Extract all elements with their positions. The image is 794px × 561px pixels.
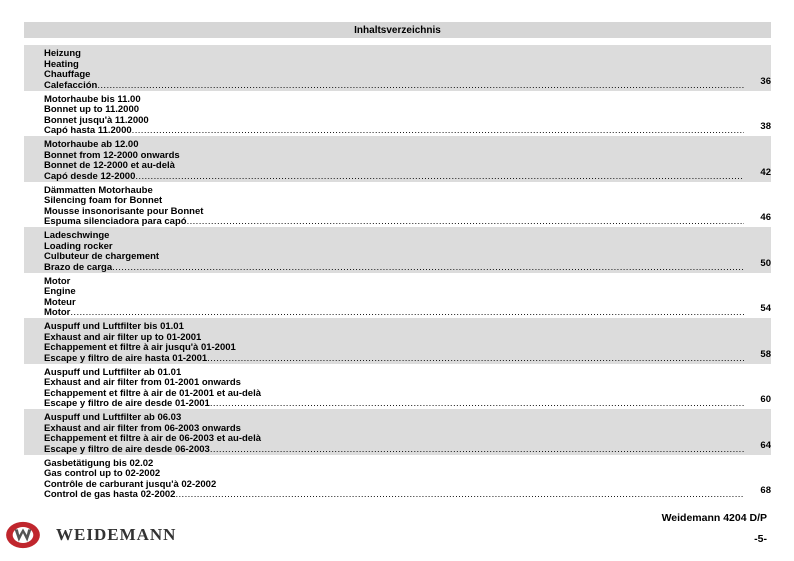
toc-entry-title: Ladeschwinge [44,230,110,241]
toc-entry[interactable] [24,227,771,273]
toc-entry-title: Echappement et filtre à air de 01-2001 et au-delà [44,387,262,399]
toc-list [24,45,771,500]
toc-entry-page: 46 [760,212,771,224]
toc-entry-title: Moteur [44,296,76,308]
toc-entry-page: 42 [760,166,771,178]
toc-entry-title: Gasbetätigung bis 02.02 [44,457,154,469]
toc-entry[interactable] [24,364,771,410]
toc-entry-title-leader: Calefacción ..... [44,81,744,92]
toc-entry-title: Motorhaube ab 12.00 [44,139,139,150]
toc-entry-page: 36 [760,75,771,87]
toc-entry-page: 68 [760,485,771,497]
toc-entry-title: Exhaust and air filter from 06-2003 onwards [44,422,241,434]
toc-entry-title: Mousse insonorisante pour Bonnet [44,205,204,217]
page-title: Inhaltsverzeichnis [354,24,441,36]
toc-entry-title: Chauffage [44,69,91,81]
toc-entry-title: Gas control up to 02-2002 [44,468,161,480]
toc-entry-title-leader: Escape y filtro de aire desde 01-2001 ..... [44,399,744,410]
toc-entry-title: Heizung [44,48,81,59]
toc-entry-page: 58 [760,348,771,360]
toc-entry-title: Bonnet jusqu'à 11.2000 [44,114,149,126]
weidemann-logo-icon [4,520,42,550]
toc-entry-title-leader: Capó desde 12-2000 ..... [44,172,744,183]
toc-entry-title: Dämmatten Motorhaube [44,184,153,196]
toc-entry[interactable] [24,318,771,364]
toc-entry-title: Auspuff und Luftfilter ab 06.03 [44,412,182,423]
toc-entry-title: Heating [44,58,79,70]
toc-entry-page: 38 [760,121,771,133]
toc-entry-title-leader: Control de gas hasta 02-2002 ..... [44,490,744,501]
toc-entry-title: Bonnet de 12-2000 et au-delà [44,160,175,172]
toc-entry-title: Exhaust and air filter up to 01-2001 [44,331,202,343]
toc-entry-title: Loading rocker [44,240,113,252]
toc-entry[interactable] [24,45,771,91]
toc-entry[interactable] [24,136,771,182]
toc-entry-title: Contrôle de carburant jusqu'à 02-2002 [44,478,217,490]
toc-entry-title: Bonnet from 12-2000 onwards [44,149,180,161]
toc-entry-title: Engine [44,286,76,298]
toc-entry[interactable] [24,455,771,501]
model-label: Weidemann 4204 D/P [661,512,767,524]
toc-entry-title-leader: Espuma silenciadora para capó ..... [44,217,744,228]
brand-name: WEIDEMANN [56,525,177,544]
toc-entry-title: Silencing foam for Bonnet [44,195,163,207]
toc-entry-title: Echappement et filtre à air de 06-2003 et au-delà [44,433,262,445]
toc-entry-page: 64 [760,439,771,451]
toc-entry-title-leader: Brazo de carga ..... [44,263,744,274]
weidemann-logo [4,520,176,550]
toc-entry-title-leader: Motor ..... [44,308,744,319]
toc-entry-page: 60 [760,394,771,406]
toc-entry-title: Motorhaube bis 11.00 [44,93,141,105]
toc-entry-title-leader: Escape y filtro de aire hasta 01-2001 ..... [44,354,744,365]
toc-entry-title: Exhaust and air filter from 01-2001 onwards [44,377,241,389]
toc-entry[interactable] [24,91,771,137]
toc-entry-title: Culbuteur de chargement [44,251,160,263]
toc-entry-title: Motor [44,275,71,287]
toc-entry[interactable] [24,182,771,228]
toc-entry-title-leader: Escape y filtro de aire desde 06-2003 ..... [44,445,744,456]
toc-entry-title: Auspuff und Luftfilter ab 01.01 [44,366,182,378]
toc-entry[interactable] [24,273,771,319]
toc-entry-page: 50 [760,257,771,269]
toc-entry-title: Auspuff und Luftfilter bis 01.01 [44,321,184,332]
toc-entry-title: Bonnet up to 11.2000 [44,104,140,116]
toc-entry-page: 54 [760,303,771,315]
page-number: -5- [754,533,767,545]
toc-entry-title-leader: Capó hasta 11.2000 ..... [44,126,744,137]
toc-entry-title: Echappement et filtre à air jusqu'à 01-2001 [44,342,236,354]
toc-header [24,22,771,38]
toc-entry[interactable] [24,409,771,455]
